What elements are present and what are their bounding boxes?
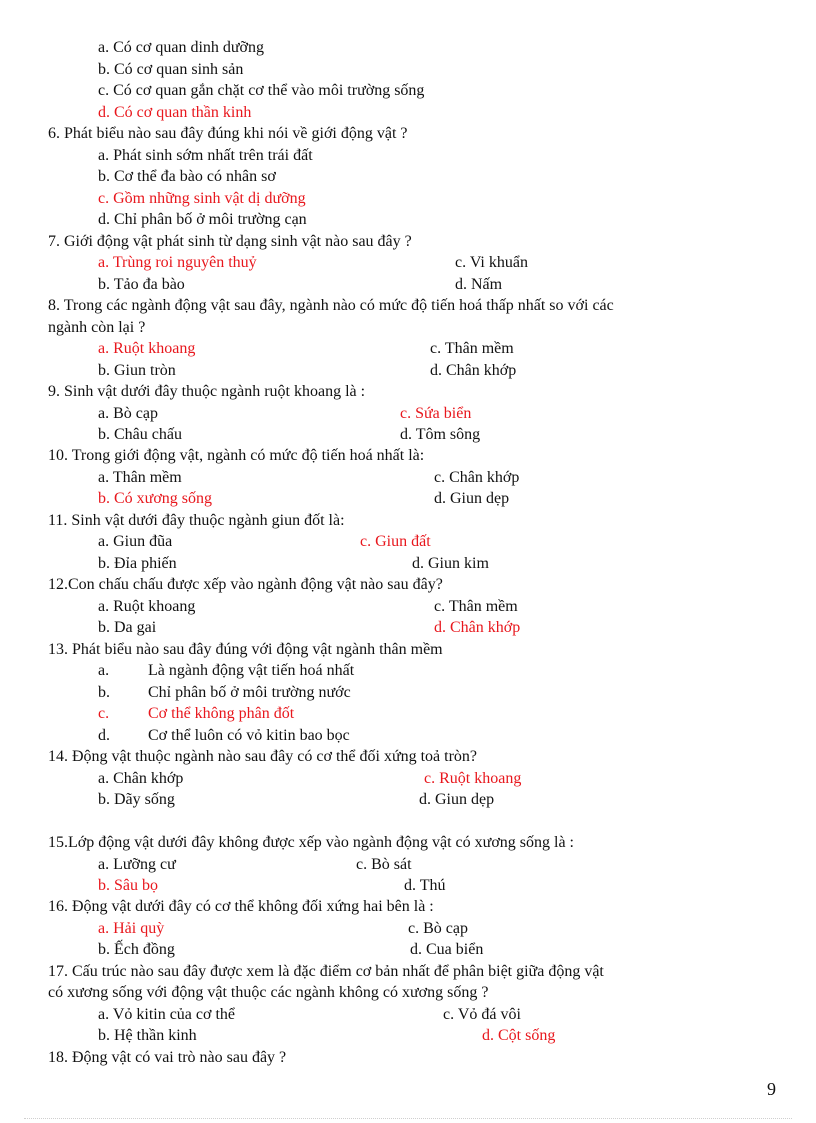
q6-question: 6. Phát biểu nào sau đây đúng khi nói về giới động vật ? [48, 125, 408, 142]
q6-option-d: d. Chỉ phân bố ở môi trường cạn [98, 211, 307, 228]
q14-option-d: d. Giun dẹp [419, 791, 495, 808]
q16-question: 16. Động vật dưới đây có cơ thể không đối xứng hai bên là : [48, 898, 434, 915]
q7-option-c: c. Vi khuẩn [455, 254, 528, 271]
q15-option-b-correct: b. Sâu bọ [98, 877, 158, 894]
q10-option-d: d. Giun dẹp [434, 490, 510, 507]
q18-question: 18. Động vật có vai trò nào sau đây ? [48, 1049, 287, 1066]
q17-option-b: b. Hệ thần kinh [98, 1027, 197, 1044]
q13-option-d: Cơ thể luôn có vỏ kitin bao bọc [148, 727, 350, 744]
q6-option-a: a. Phát sinh sớm nhất trên trái đất [98, 147, 313, 164]
q16-option-c: c. Bò cạp [408, 920, 468, 937]
q17-option-a: a. Vỏ kitin của cơ thể [98, 1006, 236, 1023]
q12-option-c: c. Thân mềm [434, 598, 518, 615]
q13-option-a-letter: a. [98, 662, 110, 679]
q13-option-b-letter: b. [98, 684, 110, 701]
q16-option-a-correct: a. Hải quỳ [98, 920, 165, 937]
page-number: 9 [767, 1079, 776, 1099]
q15-option-c: c. Bò sát [356, 856, 412, 873]
q10-option-c: c. Chân khớp [434, 469, 520, 486]
q6-option-b: b. Cơ thể đa bào có nhân sơ [98, 168, 276, 185]
q7-option-b: b. Tảo đa bào [98, 276, 185, 293]
q9-option-b: b. Châu chấu [98, 426, 182, 443]
q14-question: 14. Động vật thuộc ngành nào sau đây có cơ thể đối xứng toả tròn? [48, 748, 478, 765]
q15-option-d: d. Thú [404, 877, 446, 894]
q14-option-b: b. Dãy sống [98, 791, 175, 808]
q9-option-a: a. Bò cạp [98, 405, 158, 422]
q10-option-b-correct: b. Có xương sống [98, 490, 213, 507]
q5-option-a: a. Có cơ quan dinh dưỡng [98, 39, 265, 56]
q12-option-a: a. Ruột khoang [98, 598, 196, 615]
q12-question: 12.Con chấu chấu được xếp vào ngành động vật nào sau đây? [48, 576, 443, 593]
q12-option-b: b. Da gai [98, 619, 157, 636]
q17-question-line2: có xương sống với động vật thuộc các ngành không có xương sống ? [48, 984, 489, 1001]
q10-question: 10. Trong giới động vật, ngành có mức độ tiến hoá nhất là: [48, 447, 425, 464]
q16-option-d: d. Cua biển [410, 941, 484, 958]
q13-option-d-letter: d. [98, 727, 110, 744]
q17-option-d-correct: d. Cột sống [482, 1027, 556, 1044]
q13-option-c-correct: Cơ thể không phân đốt [148, 705, 295, 722]
q7-option-a-correct: a. Trùng roi nguyên thuỷ [98, 254, 257, 271]
q13-option-a: Là ngành động vật tiến hoá nhất [148, 662, 355, 679]
q16-option-b: b. Ếch đồng [98, 941, 175, 958]
q17-question-line1: 17. Cấu trúc nào sau đây được xem là đặc điểm cơ bản nhất để phân biệt giữa động vật [48, 963, 604, 980]
page-bottom-divider [24, 1118, 792, 1119]
q11-option-d: d. Giun kim [412, 555, 489, 572]
q5-option-c: c. Có cơ quan gắn chặt cơ thể vào môi trường sống [98, 82, 425, 99]
q11-option-b: b. Đỉa phiến [98, 555, 177, 572]
q17-option-c: c. Vỏ đá vôi [443, 1006, 521, 1023]
q14-option-a: a. Chân khớp [98, 770, 184, 787]
q14-option-c-correct: c. Ruột khoang [424, 770, 522, 787]
q9-question: 9. Sinh vật dưới đây thuộc ngành ruột khoang là : [48, 383, 366, 400]
q10-option-a: a. Thân mềm [98, 469, 182, 486]
q8-option-a-correct: a. Ruột khoang [98, 340, 196, 357]
q8-option-b: b. Giun tròn [98, 362, 176, 379]
q9-option-d: d. Tôm sông [400, 426, 481, 443]
q13-question: 13. Phát biểu nào sau đây đúng với động vật ngành thân mềm [48, 641, 443, 658]
q9-option-c-correct: c. Sứa biển [400, 405, 472, 422]
q15-question: 15.Lớp động vật dưới đây không được xếp vào ngành động vật có xương sống là : [48, 834, 574, 851]
q8-question-line1: 8. Trong các ngành động vật sau đây, ngành nào có mức độ tiến hoá thấp nhất so với các [48, 297, 614, 314]
q8-question-line2: ngành còn lại ? [48, 319, 146, 336]
q7-option-d: d. Nấm [455, 276, 503, 293]
q13-option-c-letter: c. [98, 705, 110, 722]
q11-question: 11. Sinh vật dưới đây thuộc ngành giun đốt là: [48, 512, 345, 529]
q12-option-d-correct: d. Chân khớp [434, 619, 521, 636]
q5-option-b: b. Có cơ quan sinh sản [98, 61, 244, 78]
q15-option-a: a. Lưỡng cư [98, 856, 176, 873]
q8-option-c: c. Thân mềm [430, 340, 514, 357]
q8-option-d: d. Chân khớp [430, 362, 517, 379]
q13-option-b: Chỉ phân bố ở môi trường nước [148, 684, 351, 701]
q6-option-c-correct: c. Gồm những sinh vật dị dưỡng [98, 190, 306, 207]
q11-option-a: a. Giun đũa [98, 533, 173, 550]
q7-question: 7. Giới động vật phát sinh từ dạng sinh vật nào sau đây ? [48, 233, 412, 250]
q11-option-c-correct: c. Giun đất [360, 533, 431, 550]
q5-option-d-correct: d. Có cơ quan thần kinh [98, 104, 252, 121]
